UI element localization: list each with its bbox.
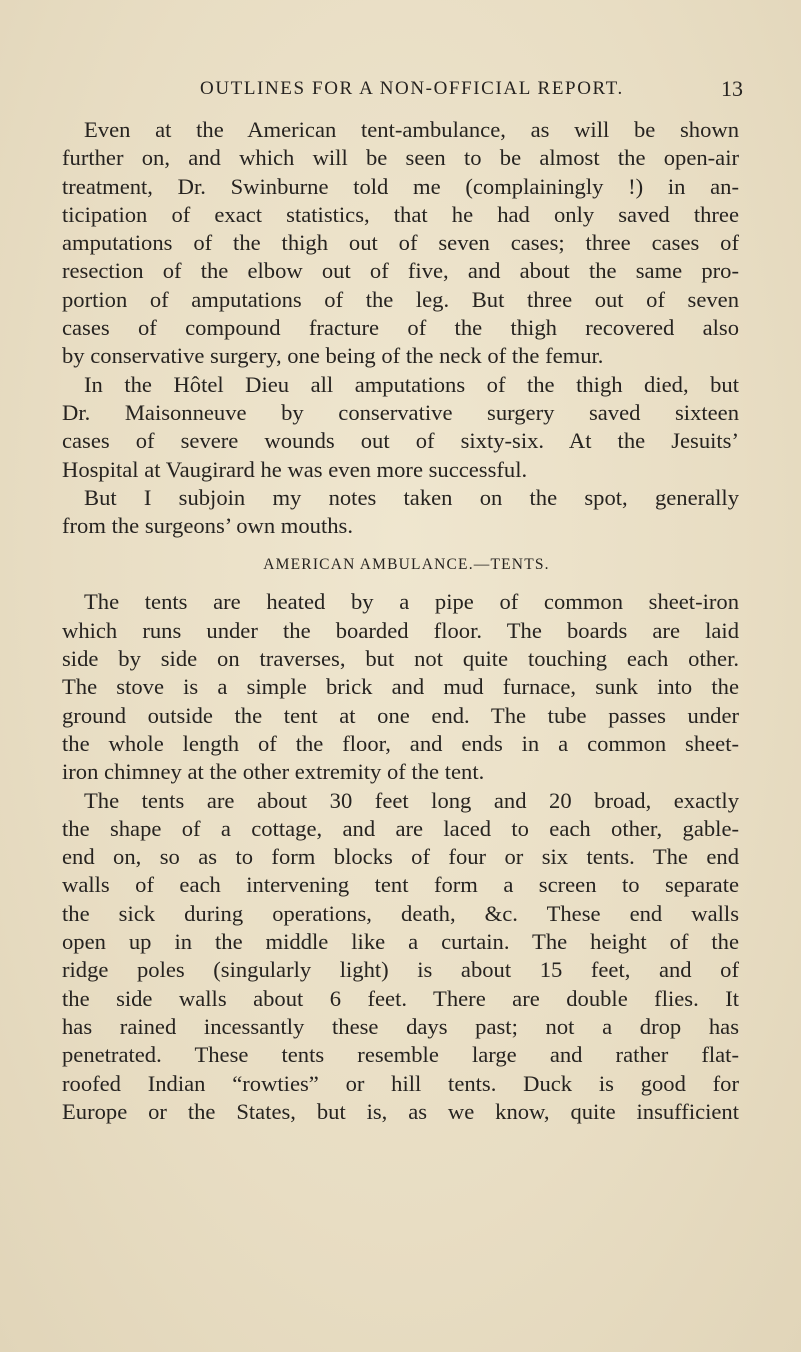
text-line: open up in the middle like a curtain. The height of the — [62, 929, 739, 955]
text-line: amputations of the thigh out of seven cases; three cases of — [62, 230, 739, 256]
text-line: The stove is a simple brick and mud furnace, sunk into the — [62, 674, 739, 700]
text-line: the side walls about 6 feet. There are double flies. It — [62, 985, 739, 1011]
body-text — [62, 116, 739, 1126]
paragraph-4 — [62, 588, 739, 786]
text-line: penetrated. These tents resemble large and rather flat- — [62, 1042, 739, 1068]
text-line: the sick during operations, death, &c. These end walls — [62, 900, 739, 926]
paragraph-1 — [62, 116, 739, 371]
text-line: Hospital at Vaugirard he was even more successful. — [62, 456, 528, 482]
paragraph-3 — [62, 484, 739, 541]
text-line: from the surgeons’ own mouths. — [62, 513, 353, 539]
paragraph-2 — [62, 371, 739, 484]
text-line: ticipation of exact statistics, that he had only saved three — [62, 201, 739, 227]
text-line: roofed Indian “rowties” or hill tents. Duck is good for — [62, 1070, 739, 1096]
text-line: the shape of a cottage, and are laced to each other, gable- — [62, 815, 739, 841]
text-line: resection of the elbow out of five, and about the same pro- — [62, 258, 739, 284]
text-line: further on, and which will be seen to be almost the open-air — [62, 145, 739, 171]
text-line: has rained incessantly these days past; not a drop has — [62, 1013, 739, 1039]
text-line: which runs under the boarded floor. The boards are laid — [62, 617, 739, 643]
text-line: end on, so as to form blocks of four or six tents. The end — [62, 844, 739, 870]
section-heading: AMERICAN AMBULANCE.—TENTS. — [263, 556, 550, 574]
running-title: OUTLINES FOR A NON-OFFICIAL REPORT. — [200, 78, 624, 99]
text-line: Europe or the States, but is, as we know, quite insufficient — [62, 1098, 739, 1124]
text-line: But I subjoin my notes taken on the spot, generally — [84, 484, 739, 510]
text-line: In the Hôtel Dieu all amputations of the thigh died, but — [84, 371, 739, 397]
text-line: by conservative surgery, one being of the neck of the femur. — [62, 343, 604, 369]
text-line: iron chimney at the other extremity of the tent. — [62, 759, 485, 785]
text-line: The tents are about 30 feet long and 20 broad, exactly — [84, 787, 739, 813]
text-line: cases of compound fracture of the thigh recovered also — [62, 315, 739, 341]
text-line: Even at the American tent-ambulance, as will be shown — [84, 117, 739, 142]
running-head — [0, 78, 801, 108]
text-line: ridge poles (singularly light) is about 15 feet, and of — [62, 957, 739, 983]
text-line: treatment, Dr. Swinburne told me (complainingly !) in an- — [62, 173, 739, 199]
text-line: walls of each intervening tent form a screen to separate — [62, 872, 739, 898]
text-line: ground outside the tent at one end. The tube passes under — [62, 702, 739, 728]
text-line: Dr. Maisonneuve by conservative surgery saved sixteen — [62, 399, 739, 425]
text-line: cases of severe wounds out of sixty-six. At the Jesuits’ — [62, 428, 739, 454]
text-line: The tents are heated by a pipe of common sheet-iron — [84, 589, 739, 615]
text-line: the whole length of the floor, and ends in a common sheet- — [62, 730, 739, 756]
page-number: 13 — [721, 76, 743, 101]
text-line: side by side on traverses, but not quite touching each other. — [62, 646, 739, 672]
text-line: portion of amputations of the leg. But three out of seven — [62, 286, 739, 312]
paragraph-5 — [62, 787, 739, 1127]
